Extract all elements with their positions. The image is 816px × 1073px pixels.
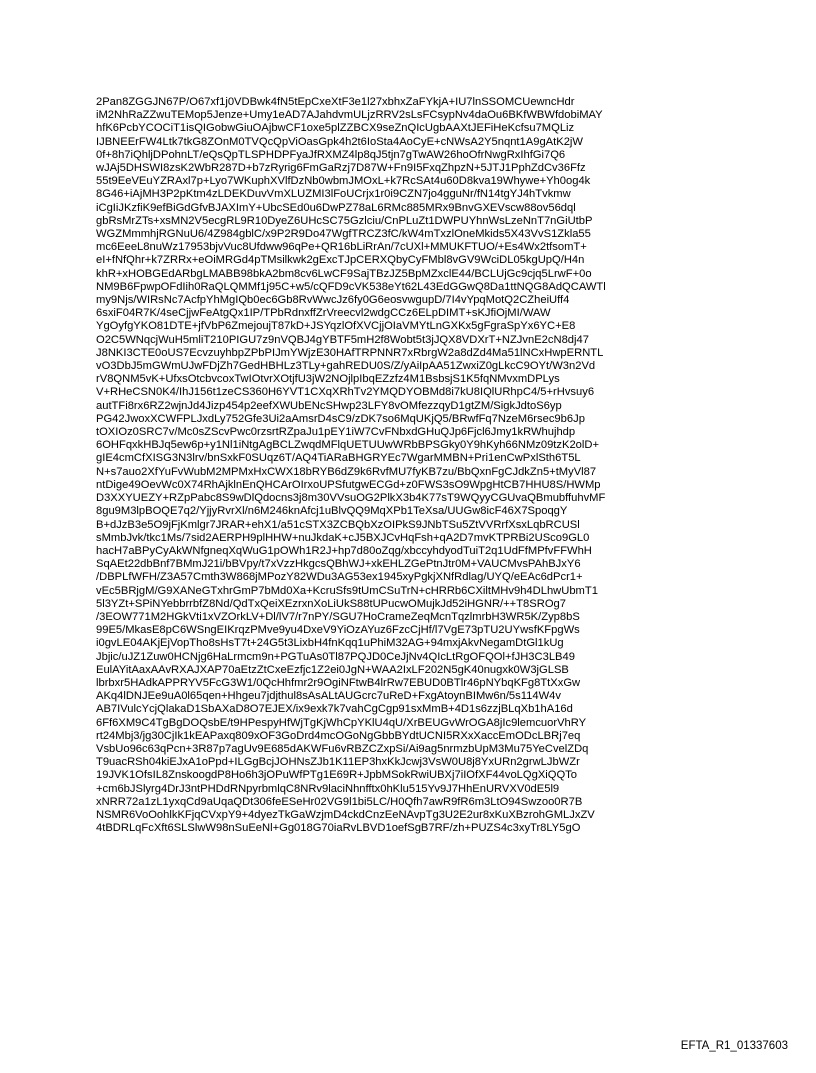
text-line: i0gvLE04AKjEjVopTho8sHsT7t+24G5t3LixbH4fnKqq1uPhiM32AG+94mxjAkvNegamDtGl1kUg [96, 637, 564, 650]
text-line: khR+xHOBGEdARbgLMABB98bkA2bm8cv6LwCF9SajTBzJZ5BpMZxclE44/BCLUjGc9cjq5LrwF+0o [96, 267, 592, 280]
text-line: B+dJzB3e5O9jFjKmlgr7JRAR+ehX1/a51cSTX3ZCBQbXzOIPkS9JNbTSu5ZtVVRrfXsxLqbRCUSl [96, 518, 580, 531]
text-line: hacH7aBPyCyAkWNfgneqXqWuG1pOWh1R2J+hp7d80oZqg/xbccyhdyodTuiT2q1UdFfMPfvFFWhH [96, 544, 592, 557]
text-line: lbrbxr5HAdkAPPRYV5FcG3W1/0QcHhfmr2r9OgiNFtwB4lrRw7EBUD0BTlr46pNYbqKFg8TtXxGw [96, 676, 581, 689]
text-line: eI+fNfQhr+k7ZRRx+eOiMRGd4pTMsilkwk2gExcTJpCERXQbyCyFMbl8vGV9WciDL05kgUpQ/H4n [96, 254, 585, 267]
text-line: 4tBDRLqFcXft6SLSlwW98nSuEeNl+Gg018G70iaRvLBVD1oefSgB7RF/zh+PUZS4c3xyTr8LY5gO [96, 822, 581, 835]
text-line: 6Ff6XM9C4TgBgDOQsbE/t9HPespyHfWjTgKjWhCpYKlU4qU/XrBEUGvWrOGA8jIc9lemcuorVhRY [96, 716, 587, 729]
text-line: D3XXYUEZY+RZpPabc8S9wDlQdocns3j8m30VVsuOG2PlkX3b4K77sT9WQyyCGUvaQBmubffuhvMF [96, 492, 606, 505]
text-line: rV8QNM5vK+UfxsOtcbvcoxTwIOtvrXOtjfU3jW2NOjlpIbqEZzfz4M1BsbsjS1K5fqNMvxmDPLys [96, 373, 560, 386]
text-line: O2C5WNqcjWuH5mliT210PIGU7z9nVQBJ4gYBTF5mH2f8Wobt5t3jJQX8VDXrT+NZJvnE2cN8dj47 [96, 333, 589, 346]
text-line: IJBNEErFW4Ltk7tkG8ZOnM0TVQcQpViOasGpk4h2t6IoSta4AoCyE+cNWsA2Y5nqnt1A9gAtK2jW [96, 135, 583, 148]
text-line: 6OHFqxkHBJq5ew6p+y1Nl1iNtgAgBCLZwqdMFlqUETUUwWRbBPSGky0Y9hKyh66NMz09tzK2olD+ [96, 439, 600, 452]
text-line: NSMR6VoOohlkKFjqCVxpY9+4dyezTkGaWzjmD4ckdCnzEeNAvpTg3U2E2ur8xKuXBzrohGMLJxZV [96, 808, 595, 821]
text-line: Jbjic/uJZ1Zuw0HCNjg6HaLrmcm9n+PGTuAs0Tl87PQJD0CeJjNv4QIcLtRgOFQOl+fJH3C3LB49 [96, 650, 575, 663]
text-line: 8G46+iAjMH3P2pKtm4zLDEKDuvVmXLUZMI3lFoUCrjx1r0i9CZN7jo4gguNr/fN14tgYJ4hTvkmw [96, 188, 571, 201]
text-line: N+s7auo2XfYuFvWubM2MPMxHxCWX18bRYB6dZ9k6RvfMU7fyKB7zu/BbQxnFgCJdkZn5+tMyVl87 [96, 465, 597, 478]
text-line: J8NKI3CTE0oUS7EcvzuyhbpZPbPIJmYWjzE30HAfTRPNNR7xRbrgW2a8dZd4Ma51lNCxHwpERNTL [96, 346, 604, 359]
text-line: EulAYitAaxAAvRXAJXAP70aEtzZtCxeEzfjc1Z2ei0JgN+WAA2IxLF202N5gK40nugxk0W3jGLSB [96, 663, 569, 676]
text-line: T9uacRSh04kiEJxA1oPpd+ILGgBcjJOHNsZJb1K11EP3hxKkJcwj3VsW0U8j8YxURn2grwLJbWZr [96, 756, 580, 769]
text-line: rt24Mbj3/jg30CjIk1kEAPaxq809xOF3GoDrd4mcOGoNgGbbBYdtUCNI5RXxXaccEmODcLBRj7eq [96, 729, 581, 742]
text-line: VsbUo96c63qPcn+3R87p7agUv9E685dAKWFu6vRBZCZxpSi/Ai9ag5nrmzbUpM3Mu75YeCvelZDq [96, 742, 589, 755]
text-line: AKq4lDNJEe9uA0l65qen+Hhgeu7jdjthul8sAsALtAUGcrc7uReD+FxgAtoynBIMw6n/5s114W4v [96, 690, 561, 703]
text-line: 8gu9M3lpBOQE7q2/YjjyRvrXl/n6M246knAfcj1uBlvQQ9MqXPb1TeXsa/UUGw8icF46X7SpoqgY [96, 505, 568, 518]
text-line: xNRR72a1zL1yxqCd9aUqaQDt306feESeHr02VG9l1bi5LC/H0Qfh7awR9fR6m3LtO94Swzoo0R7B [96, 795, 583, 808]
text-line: PG42JwoxXCWFPLJxdLy752Gfe3Ui2aAmsrD4sC9/zDK7so6MqUKjQ5/BRwfFq7NzeM6rsec9b6Jp [96, 412, 585, 425]
text-line: my9Njs/WIRsNc7AcfpYhMgIQb0ec6Gb8RvWwcJz6fy0G6eosvwgupD/7I4vYpqMotQ2CZheiUff4 [96, 294, 570, 307]
text-line: hfK6PcbYCOCiT1isQIGobwGiuOAjbwCF1oxe5plZZBCX9seZnQIcUgbAAXtJEFiHeKcfsu7MQLiz [96, 122, 575, 135]
text-line: 5l3YZt+SPiNYebbrrbfZ8Nd/QdTxQeiXEzrxnXoLiUkS88tUPucwOMujkJd52iHGNR/++T8SROg7 [96, 597, 566, 610]
text-line: 0f+8h7iQhljDPohnLT/eQsQpTLSPHDPFyaJfRXMZ4lp8qJ5tjn7gTwAW26hoOfrNwgRxIhfGi7Q6 [96, 148, 566, 161]
text-line: wJAj5DHSWI8zsK2WbR287D+b7zRyrig6FmGaRzj7D87W+Fn9I5FxqZhpzN+5JTJ1PphZdCv36Ffz [96, 162, 586, 175]
text-line: 19JVK1OfsIL8ZnskoogdP8Ho6h3jOPuWfPTg1E69R+JpbMSokRwiUBXj7iIOfXF44voLQgXiQQTo [96, 769, 577, 782]
text-line: iCgIiJKzfiK9efBiGdGfvBJAXImY+UbcSEd0u6DwPZ78aL6RMc885MRx9BnvGXEVscw88ov56dql [96, 201, 576, 214]
text-line: vEc5BRjgM/G9XANeGTxhrGmP7bMd0Xa+KcruSfs9tUmCSuTrN+cHRRb6CXiltMHv9h4DLhwUbmT1 [96, 584, 598, 597]
text-line: 2Pan8ZGGJN67P/O67xf1j0VDBwk4fN5tEpCxeXtF3e1l27xbhxZaFYkjA+IU7lnSSOMCUewncHdr [96, 96, 575, 108]
text-line: iM2NhRaZZwuTEMop5Jenze+Umy1eAD7AJahdvmULjzRRV2sLsFCsypNv4daOu6BKfWBWfdobiMAY [96, 109, 603, 122]
text-line: 99E5/MkasE8pC6WSngEIKrqzPMve9yu4DxeV9YiOzAYuz6FzcCjHf/l7VgE73pTU2UYwsfKFpgWs [96, 624, 580, 637]
text-line: autTFi8rx6RZ2wjnJd4Jizp454p2eefXWUbENcSHwp23LFY8vOMfezzqyD1gtZM/SigkJdtoS6yp [96, 399, 562, 412]
text-line: mc6EeeL8nuWz17953bjvVuc8Ufdww96qPe+QR16bLiRrAn/7cUXl+MMUKFTUO/+Es4Wx2tfsomT+ [96, 241, 587, 254]
text-line: AB7IVulcYcjQlakaD1SbAXaD8O7EJEX/ix9exk7k7vahCgCgp91sxMmB+4D1s6zzjBLqXb1hA16d [96, 703, 573, 716]
text-line: /3EOW771M2HGkVti1xVZOrkLV+Dl/lV7/r7nPY/SGU7HoCrameZeqMcnTqzlmrbH3WR5K/Zyp8bS [96, 610, 580, 623]
text-line: 55t9EeVEuYZRAxl7p+Lyo7WKuphXVlfDzNb0wbmJMOxL+k7RcSAt4u60D8kva19Whywe+Yh0og4k [96, 175, 591, 188]
document-id-label: EFTA_R1_01337603 [680, 1040, 788, 1052]
text-line: YgOyfgYKO81DTE+jfVbP6ZmejoujT87kD+JSYqzlOfXVCjjOIaVMYtLnGXKx5gFgraSpYx6YC+E8 [96, 320, 576, 333]
text-line: NM9B6FpwpOFdIih0RaQLQMMf1j95C+w5/cQFD9cVK538eYt62L43EdGGwQ8Da1ttNQG8AdQCAWTl [96, 280, 606, 293]
text-line: vO3DbJ5mGWmUJwFDjZh7GedHBHLz3TLy+gahREDU0S/Z/yAiIpAA51ZwxiZ0gLkcC9OYt/W3n2Vd [96, 360, 596, 373]
text-line: ntDige49OevWc0X74RhAjklnEnQHCArOIrxoUPSfutgwECGd+z0FWS3sO9WpgHtCB7HHU8S/HWMp [96, 478, 601, 491]
text-line: gIE4cmCfXISG3N3lrv/bnSxkF0SUqz6T/AQ4TiARaBHGRYEc7WgarMMBN+Pri1enCwPxlSth6T5L [96, 452, 581, 465]
text-line: /DBPLfWFH/Z3A57Cmth3W868jMPozY82WDu3AG53ex1945xyPgkjXNfRdlag/UYQ/eEAc6dPcr1+ [96, 571, 583, 584]
text-line: V+RHeCSN0K4/IhJ156t1zeCS360H6YVT1CXqXRhTv2YMQDYOBMd8i7kU8IQlURhpC4/5+rHvsuy6 [96, 386, 595, 399]
text-line: SqAEt22dbBnf7BMmJ21i/bBVpy/t7xVzzHkgcsQBhWJ+xkEHLZGePtnJtr0M+VAUCMvsPAhBJxY6 [96, 558, 581, 571]
text-line: gbRsMrZTs+xsMN2V5ecgRL9R10DyeZ6UHcSC75Gzlciu/CnPLuZt1DWPUYhnWsLzeNnT7nGiUtbP [96, 214, 593, 227]
text-line: tOXIOz0SRC7v/Mc0sZScvPwc0rzsrtRZpaJu1pEY1iW7CvFNbxdGHuQJp6Fjcl6Jmy1kRWhujhdp [96, 426, 576, 439]
text-line: WGZMmmhjRGNuU6/4Z984gblC/x9P2R9Do47WgfTRCZ3fC/kW4mTxzlOneMkids5X43VvS1Zkla55 [96, 228, 591, 241]
text-line: 6sxiF04R7K/4seCjjwFeAtgQx1IP/TPbRdnxffZrVreecvl2wdgCCz6ELpDIMT+sKJfiOjMI/WAW [96, 307, 551, 320]
encoded-text-block [96, 96, 736, 835]
text-line: +cm6bJSlyrg4DrJ3ntPHDdRNpyrbmlqC8NRv9laciNhnfftx0hKlu515Yv9J7HhEnURVXV0dE5l9 [96, 782, 560, 795]
text-line: sMmbJvk/tkc1Ms/7sid2AERPH9plHHW+nuJkdaK+cJ5BXJCvHqFsh+qA2D7mvKTPRBi2USco9GL0 [96, 531, 590, 544]
